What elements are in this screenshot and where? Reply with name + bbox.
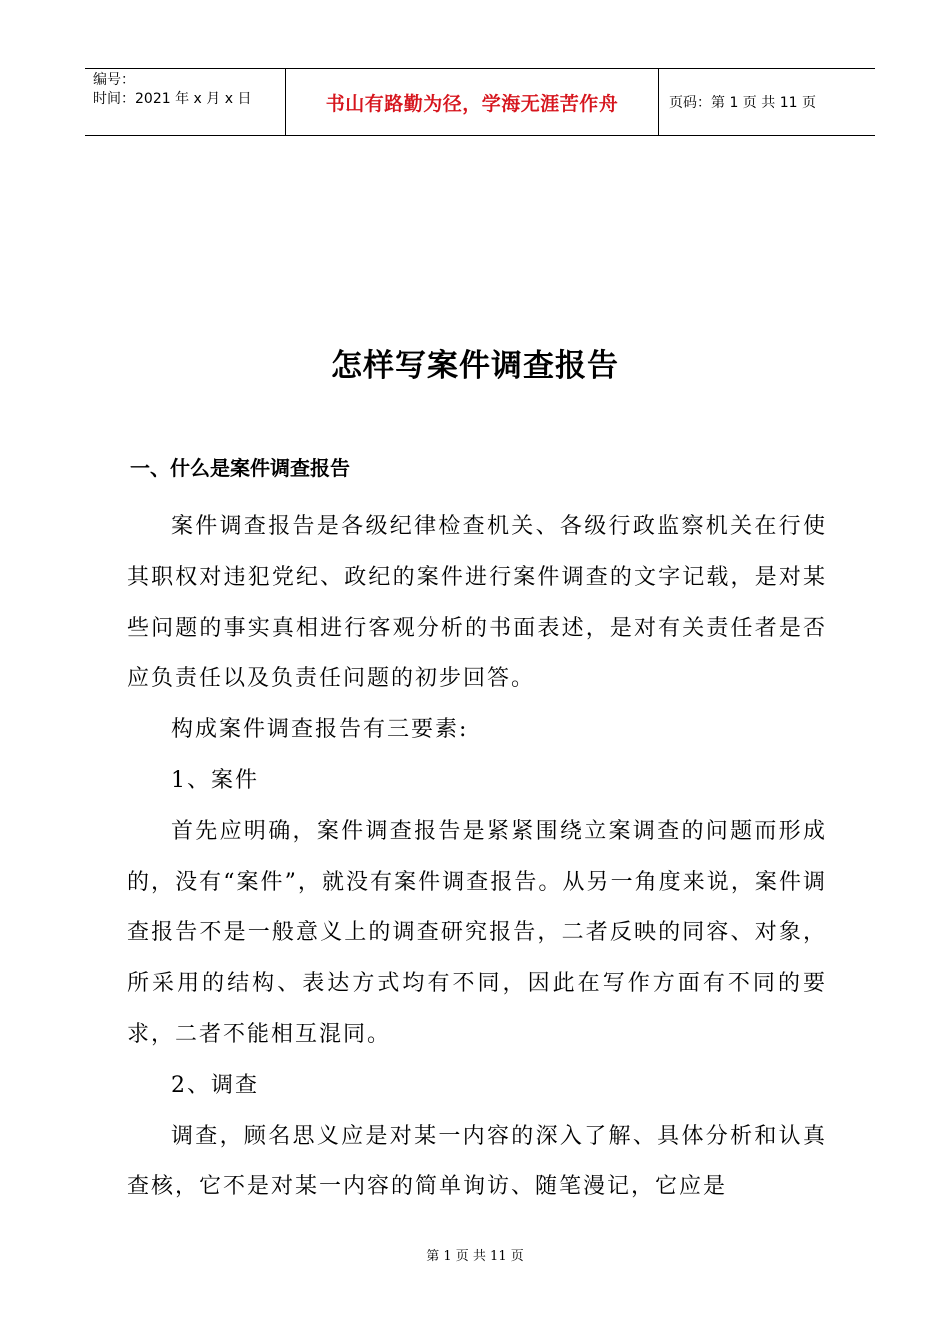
- paragraph: 首先应明确，案件调查报告是紧紧围绕立案调查的问题而形成的，没有“案件”，就没有案件调查报告。从另一角度来说，案件调查报告不是一般意义上的调查研究报告，二者反映的同容、对象，所采用的结构、表达方式均有不同，因此在写作方面有不同的要求，二者不能相互混同。: [127, 818, 827, 1047]
- document-title: 怎样写案件调查报告: [331, 348, 619, 384]
- header-page-info: 页码：第 1 页 共 11 页: [669, 95, 816, 111]
- paragraph: 构成案件调查报告有三要素:: [171, 717, 469, 743]
- header-motto: 书山有路勤为径，学海无涯苦作舟: [325, 92, 619, 115]
- section-heading: 一、什么是案件调查报告: [130, 456, 350, 480]
- list-item-heading: 1、案件: [171, 767, 259, 793]
- page-header: [85, 68, 875, 136]
- page-footer: 第 1 页 共 11 页: [426, 1249, 524, 1264]
- paragraph: 案件调查报告是各级纪律检查机关、各级行政监察机关在行使其职权对违犯党纪、政纪的案件进行案件调查的文字记载，是对某些问题的事实真相进行客观分析的书面表述，是对有关责任者是否应负责任以及负责任问题的初步回答。: [127, 514, 827, 692]
- header-number-label: 编号：: [93, 72, 135, 88]
- paragraph: 调查，顾名思义应是对某一内容的深入了解、具体分析和认真查核，它不是对某一内容的简单询访、随笔漫记，它应是: [127, 1123, 827, 1200]
- document-body: [127, 502, 827, 1213]
- header-time-label: 时间：2021 年 x 月 x 日: [93, 91, 252, 107]
- list-item-heading: 2、调查: [171, 1072, 259, 1098]
- header-meta: [85, 69, 285, 135]
